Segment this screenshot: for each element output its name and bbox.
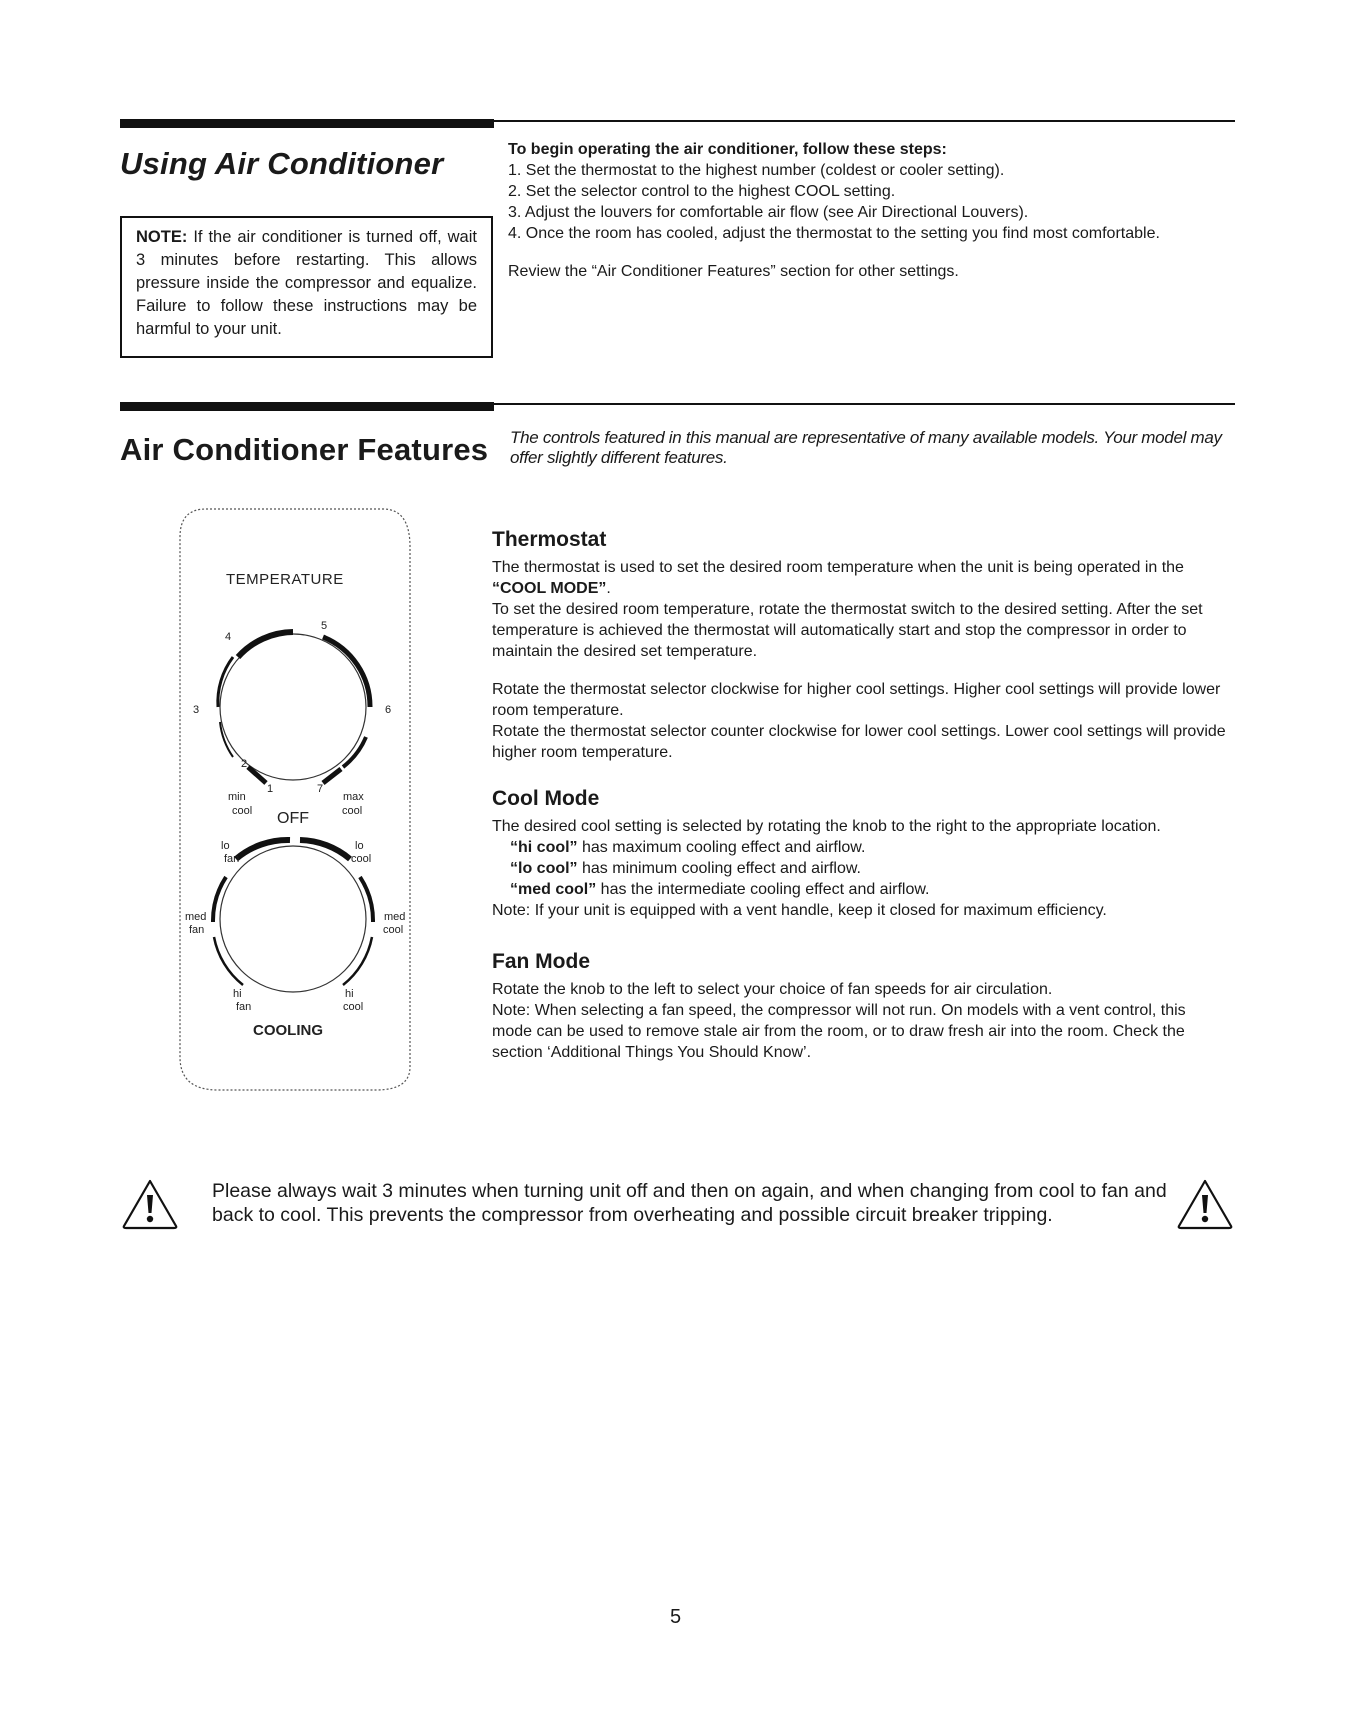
control-panel-drawing	[178, 507, 412, 1092]
hi-cool-label: hi	[345, 988, 354, 1000]
cooling-label: COOLING	[253, 1022, 323, 1039]
temperature-label: TEMPERATURE	[226, 571, 344, 588]
lo-cool-desc: has minimum cooling effect and airflow.	[577, 860, 861, 877]
hi-fan-label: hi	[233, 988, 242, 1000]
min-label: min	[228, 791, 246, 803]
thermostat-p1	[492, 557, 1227, 599]
med-cool-term: “med cool”	[510, 881, 597, 898]
warning-icon	[1176, 1178, 1234, 1230]
fan-mode-heading: Fan Mode	[492, 950, 590, 973]
steps-list	[508, 160, 1243, 244]
med-fan-label: med	[185, 911, 207, 923]
temp-number-2: 2	[241, 758, 248, 770]
temp-number-1: 1	[267, 783, 274, 795]
list-item: 1. Set the thermostat to the highest number (coldest or cooler setting).	[508, 162, 1005, 179]
steps-lead: To begin operating the air conditioner, follow these steps:	[508, 141, 947, 158]
thermostat-p1-end: .	[606, 580, 611, 597]
using-title: Using Air Conditioner	[120, 146, 444, 181]
med-cool-line	[492, 879, 1227, 900]
med-fan-label-2: fan	[189, 924, 205, 936]
cool-mode-emphasis: “COOL MODE”	[492, 580, 607, 597]
hi-cool-desc: has maximum cooling effect and airflow.	[577, 839, 866, 856]
temp-number-6: 6	[385, 704, 392, 716]
lo-fan-label: lo	[221, 840, 230, 852]
review-text: Review the “Air Conditioner Features” section for other settings.	[508, 263, 959, 280]
fan-mode-section	[492, 950, 1227, 1063]
temp-number-7: 7	[317, 783, 324, 795]
thermostat-p3: Rotate the thermostat selector clockwise for higher cool settings. Higher cool settings will provide lower room temperature.	[492, 681, 1221, 719]
max-label: max	[343, 791, 364, 803]
cool-mode-heading: Cool Mode	[492, 787, 600, 810]
steps-block	[508, 139, 1243, 282]
cool-mode-section	[492, 787, 1227, 921]
cool-mode-note: Note: If your unit is equipped with a vent handle, keep it closed for maximum efficiency.	[492, 902, 1107, 919]
note-box	[120, 216, 493, 358]
temp-number-5: 5	[321, 620, 328, 632]
min-cool-label: cool	[232, 805, 253, 817]
features-title: Air Conditioner Features	[120, 432, 489, 467]
temp-number-3: 3	[193, 704, 200, 716]
med-cool-label: med	[384, 911, 406, 923]
fan-mode-p2: Note: When selecting a fan speed, the compressor will not run. On models with a vent control, this mode can be used to remove stale air from the room, or to draw fresh air into the room. Check the section ‘Additional Things You Should Know’.	[492, 1002, 1186, 1061]
med-cool-label-2: cool	[383, 924, 404, 936]
thermostat-p2: To set the desired room temperature, rotate the thermostat switch to the desired setting. After the set temperature is achieved the thermostat will automatically start and stop the compressor in order to maintain the desired set temperature.	[492, 601, 1203, 660]
hi-cool-label-2: cool	[343, 1001, 364, 1013]
lo-fan-label-2: fan	[224, 853, 240, 865]
lo-cool-term: “lo cool”	[510, 860, 578, 877]
lo-cool-label: lo	[355, 840, 364, 852]
control-panel-illustration	[178, 507, 412, 1092]
lo-cool-label-2: cool	[351, 853, 372, 865]
features-intro: The controls featured in this manual are representative of many available models. Your model may offer slightly different features.	[510, 428, 1222, 467]
fan-mode-p1: Rotate the knob to the left to select your choice of fan speeds for air circulation.	[492, 981, 1053, 998]
thermostat-p4: Rotate the thermostat selector counter clockwise for lower cool settings. Lower cool settings will provide higher room temperature.	[492, 723, 1226, 761]
hi-cool-term: “hi cool”	[510, 839, 578, 856]
thermostat-p1-text: The thermostat is used to set the desired room temperature when the unit is being operated in the	[492, 559, 1184, 576]
page-number: 5	[670, 1606, 682, 1628]
cool-mode-p1: The desired cool setting is selected by rotating the knob to the right to the appropriate location.	[492, 818, 1161, 835]
list-item: 2. Set the selector control to the highest COOL setting.	[508, 183, 896, 200]
section-rule-thick	[120, 119, 494, 128]
list-item: 4. Once the room has cooled, adjust the thermostat to the setting you find most comfortable.	[508, 225, 1160, 242]
lo-cool-line	[492, 858, 1227, 879]
note-text: If the air conditioner is turned off, wait 3 minutes before restarting. This allows pressure inside the compressor and equalize. Failure to follow these instructions may be harmful to your unit.	[136, 228, 477, 338]
med-cool-desc: has the intermediate cooling effect and airflow.	[596, 881, 930, 898]
temp-number-4: 4	[225, 631, 232, 643]
warning-icon	[121, 1178, 179, 1230]
note-label: NOTE:	[136, 228, 188, 246]
section-rule-thin	[494, 120, 1235, 122]
hi-fan-label-2: fan	[236, 1001, 252, 1013]
hi-cool-line	[492, 837, 1227, 858]
warning-text: Please always wait 3 minutes when turning unit off and then on again, and when changing from cool to fan and back to cool. This prevents the compressor from overheating and possible circuit breaker tripping.	[212, 1180, 1167, 1226]
section-rule-thin	[494, 403, 1235, 405]
list-item: 3. Adjust the louvers for comfortable air flow (see Air Directional Louvers).	[508, 204, 1029, 221]
thermostat-heading: Thermostat	[492, 528, 607, 551]
max-cool-label: cool	[342, 805, 363, 817]
off-label: OFF	[277, 810, 309, 827]
thermostat-section	[492, 528, 1227, 763]
section-rule-thick	[120, 402, 494, 411]
